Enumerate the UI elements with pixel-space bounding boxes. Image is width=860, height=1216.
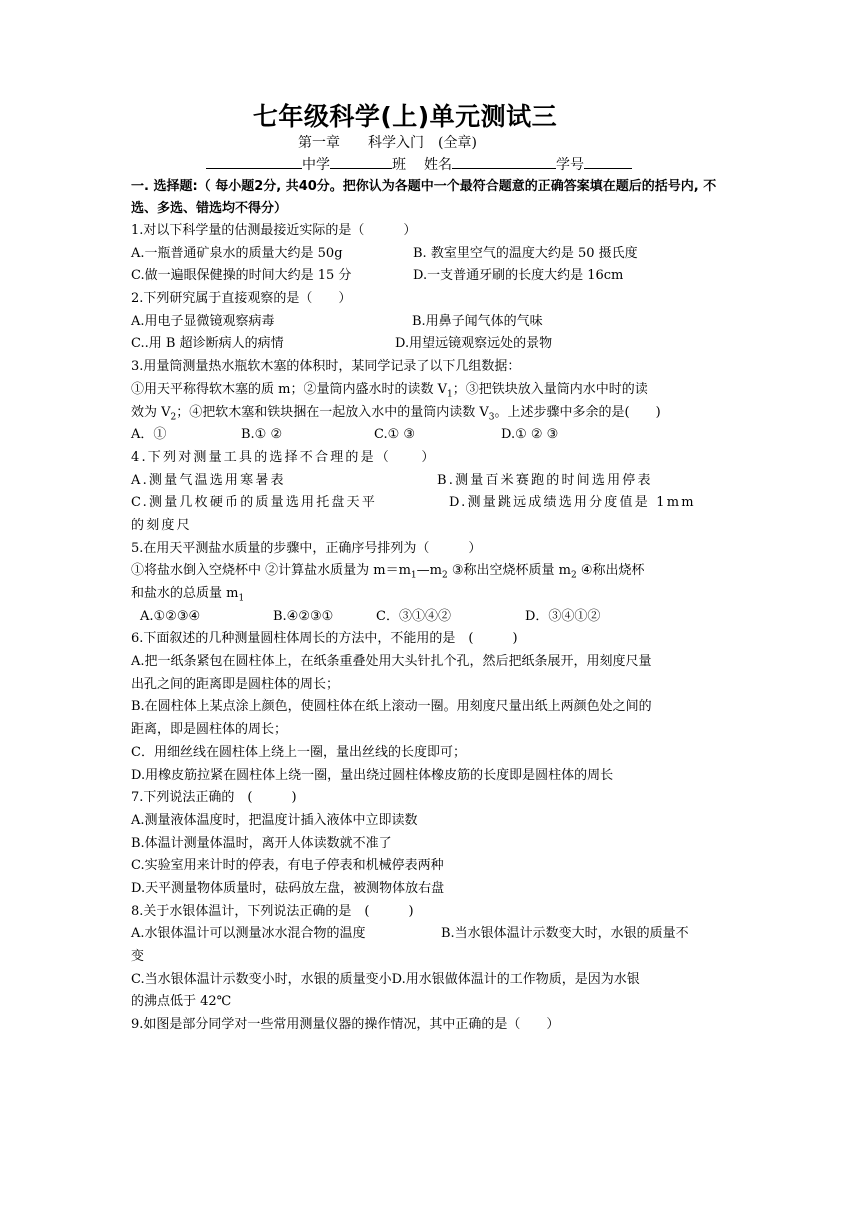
question-5-option-a: A.①②③④ [140, 608, 201, 624]
question-7-stem: 7.下列说法正确的 ( ) [131, 790, 297, 806]
question-6-option-a-line-1: A.把一纸条紧包在圆柱体上，在纸条重叠处用大头针扎个孔，然后把纸条展开，用刻度尺量 [131, 654, 652, 670]
student-info-line [206, 154, 632, 174]
question-3-text-2a: 效为 V [131, 404, 171, 420]
question-7-option-c: C.实验室用来计时的停表，有电子停表和机械停表两种 [131, 858, 444, 874]
question-4-options-row-1 [131, 470, 737, 493]
school-label: 中学 [302, 157, 330, 173]
class-blank[interactable] [330, 154, 392, 169]
question-4-option-c: C.测量几枚硬币的质量选用托盘天平 [131, 495, 378, 511]
question-5-text-line-2 [131, 583, 737, 606]
question-4-option-d-tail: 的刻度尺 [131, 517, 192, 533]
question-1-options-row-1 [131, 243, 737, 266]
question-2-option-d: D.用望远镜观察远处的景物 [395, 336, 553, 352]
subscript: 3 [488, 412, 495, 423]
question-6-option-a-line-2: 出孔之间的距离即是圆柱体的周长； [131, 676, 340, 692]
question-7-option-b: B.体温计测量体温时，离开人体读数就不准了 [131, 835, 392, 851]
question-list [131, 220, 737, 1037]
question-4-option-b: B.测量百米赛跑的时间选用停表 [437, 472, 653, 488]
question-5-text-1c: ③称出空烧杯质量 m [447, 563, 571, 579]
question-8-option-d-tail: 的沸点低于 42℃ [131, 994, 232, 1010]
question-4-option-a: A.测量气温选用寒暑表 [131, 472, 286, 488]
question-5-stem: 5.在用天平测盐水质量的步骤中，正确序号排列为（ ） [131, 540, 482, 556]
student-number-blank[interactable] [584, 154, 632, 169]
question-3-text-2b: ；④把软木塞和铁块捆在一起放入水中的量筒内读数 V [176, 404, 489, 420]
question-3-options [131, 424, 737, 447]
question-4-option-d: D.测量跳远成绩选用分度值是 1mm [449, 495, 696, 511]
question-8-option-a: A.水银体温计可以测量冰水混合物的温度 [131, 926, 366, 942]
question-3-option-c: C.① ③ [374, 427, 416, 443]
question-5-option-b: B.④②③① [273, 608, 334, 624]
question-3-text-1b: ；③把铁块放入量筒内水中时的读 [452, 381, 648, 397]
question-8-options-row-1 [131, 923, 737, 946]
question-3-text-1a: ①用天平称得软木塞的质 m；②量筒内盛水时的读数 V [131, 381, 447, 397]
question-6-stem: 6.下面叙述的几种测量圆柱体周长的方法中，不能用的是 ( ) [131, 631, 518, 647]
question-1-option-d: D.一支普通牙刷的长度大约是 16cm [413, 268, 624, 284]
subscript: 2 [170, 412, 177, 423]
question-3-option-a: A．① [131, 427, 167, 443]
subscript: 2 [441, 570, 448, 581]
question-6-option-b-line-1: B.在圆柱体上某点涂上颜色，使圆柱体在纸上滚动一圈。用刻度尺量出纸上两颜色处之间的 [131, 699, 652, 715]
question-9-stem: 9.如图是部分同学对一些常用测量仪器的操作情况，其中正确的是（ ） [131, 1017, 560, 1033]
question-5-option-d: D．③④①② [525, 608, 601, 624]
question-3-text-line-1 [131, 379, 737, 402]
class-label: 班 [392, 157, 406, 173]
question-3-text-2c: 。上述步骤中多余的是( ) [494, 404, 661, 420]
question-5-text-1d: ④称出烧杯 [576, 563, 645, 579]
subscript: 2 [570, 570, 577, 581]
question-3-text-line-2 [131, 402, 737, 425]
section-heading: 一. 选择题:（ 每小题2分, 共40分。把你认为各题中一个最符合题意的正确答案填在题后的括号内, 不选、多选、错选均不得分） [131, 179, 717, 216]
question-5-text-1a: ①将盐水倒入空烧杯中 ②计算盐水质量为 m＝m [131, 563, 411, 579]
question-8-option-c: C.当水银体温计示数变小时，水银的质量变小 [131, 971, 392, 987]
question-1-option-b: B. 教室里空气的温度大约是 50 摄氏度 [413, 245, 638, 261]
question-3-stem: 3.用量筒测量热水瓶软木塞的体积时，某同学记录了以下几组数据： [131, 359, 521, 375]
subscript: 1 [238, 593, 245, 604]
question-3-option-d: D.① ② ③ [501, 427, 559, 443]
question-6-option-d: D.用橡皮筋拉紧在圆柱体上绕一圈，量出绕过圆柱体橡皮筋的长度即是圆柱体的周长 [131, 767, 614, 783]
question-6-option-c: C．用细丝线在圆柱体上绕上一圈，量出丝线的长度即可； [131, 744, 466, 760]
question-2-option-c: C..用 B 超诊断病人的病情 [131, 336, 284, 352]
subscript: 1 [446, 389, 453, 400]
subscript: 1 [410, 570, 417, 581]
question-2-options-row-2 [131, 333, 737, 356]
question-4-options-row-2 [131, 492, 737, 515]
question-5-text-2a: 和盐水的总质量 m [131, 586, 239, 601]
student-number-label: 学号 [556, 157, 584, 173]
question-1-option-c: C.做一遍眼保健操的时间大约是 15 分 [131, 268, 352, 284]
name-blank[interactable] [452, 154, 556, 169]
chapter-subtitle: 第一章 科学入门 (全章) [298, 135, 477, 151]
question-8-option-d: D.用水银做体温计的工作物质，是因为水银 [391, 971, 640, 987]
question-2-option-a: A.用电子显微镜观察病毒 [131, 313, 275, 329]
question-2-stem: 2.下列研究属于直接观察的是（ ） [131, 291, 352, 307]
question-1-option-a: A.一瓶普通矿泉水的质量大约是 50g [131, 245, 343, 261]
question-8-stem: 8.关于水银体温计，下列说法正确的是 ( ) [131, 903, 414, 919]
school-blank[interactable] [206, 154, 302, 169]
question-3-option-b: B.① ② [241, 427, 283, 443]
question-1-options-row-2 [131, 265, 737, 288]
question-8-option-b: B.当水银体温计示数变大时，水银的质量不 [441, 926, 689, 942]
question-7-option-a: A.测量液体温度时，把温度计插入液体中立即读数 [131, 812, 418, 828]
question-1-stem: 1.对以下科学量的估测最接近实际的是（ ） [131, 223, 417, 238]
question-5-text-1b: —m [416, 563, 442, 579]
page-title: 七年级科学(上)单元测试三 [252, 102, 558, 131]
question-5-text-line-1 [131, 560, 737, 583]
question-2-option-b: B.用鼻子闻气体的气味 [412, 313, 543, 329]
question-8-option-b-tail: 变 [131, 949, 145, 964]
question-4-stem: 4.下列对测量工具的选择不合理的是（ ） [131, 449, 437, 465]
question-5-option-c: C．③①④② [376, 608, 451, 624]
question-5-options [131, 606, 737, 629]
name-label: 姓名 [424, 157, 452, 173]
question-6-option-b-line-2: 距离，即是圆柱体的周长； [131, 722, 288, 738]
question-7-option-d: D.天平测量物体质量时，砝码放左盘，被测物体放右盘 [131, 880, 445, 896]
question-2-options-row-1 [131, 311, 737, 334]
question-8-options-row-2 [131, 969, 737, 992]
